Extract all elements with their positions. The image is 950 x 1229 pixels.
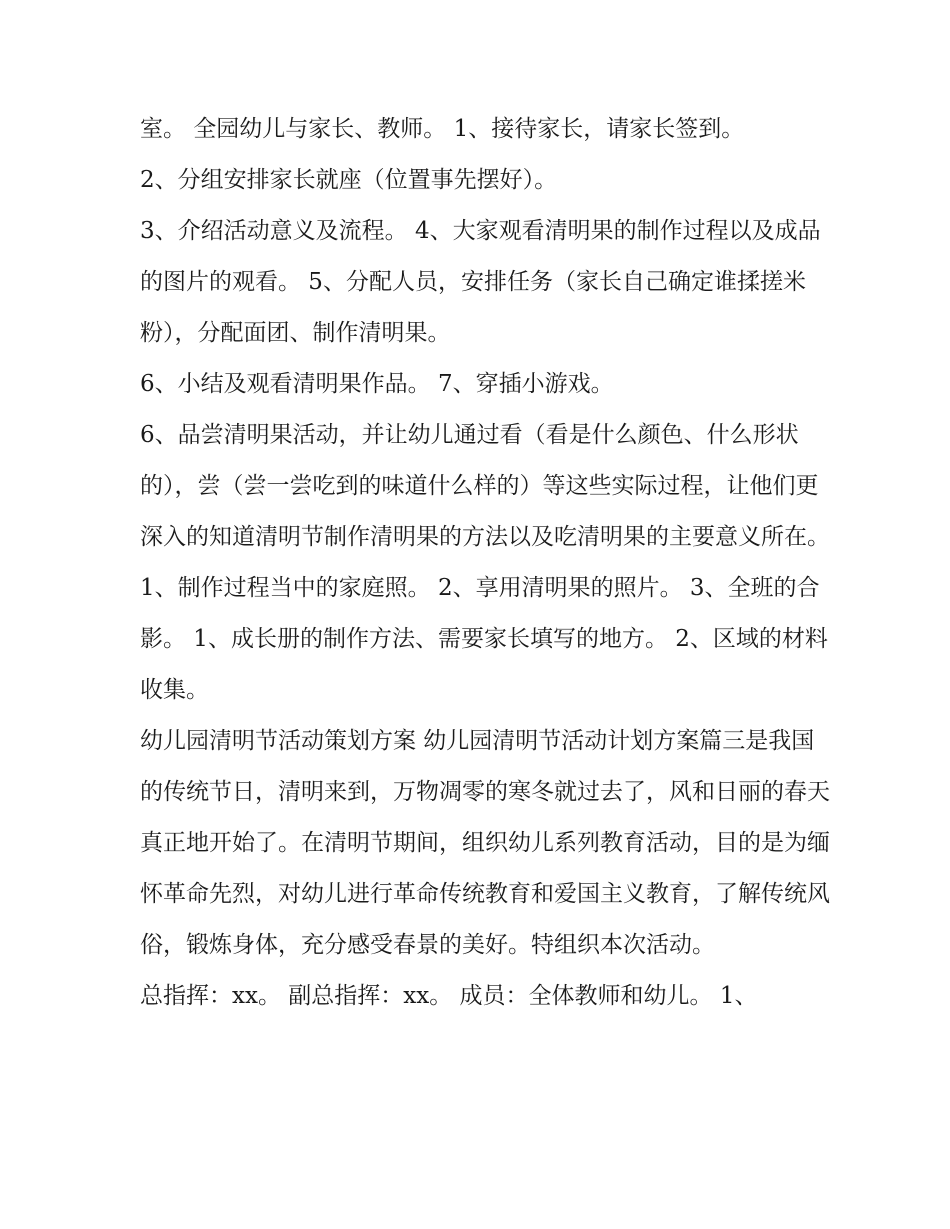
paragraph-5: 6、品尝清明果活动，并让幼儿通过看（看是什么颜色、什么形状的），尝（尝一尝吃到的味道什么样的）等这些实际过程，让他们更深入的知道清明节制作清明果的方法以及吃清明果的主要意义所在。 xyxy=(140,422,830,550)
paragraph-2: 2、分组安排家长就座（位置事先摆好）。 xyxy=(140,167,558,193)
document-body xyxy=(140,104,830,1022)
paragraph-1: 室。 全园幼儿与家长、教师。 1、接待家长，请家长签到。 xyxy=(140,116,745,142)
paragraph-6: 1、制作过程当中的家庭照。 2、享用清明果的照片。 3、全班的合影。 1、成长册的制作方法、需要家长填写的地方。 2、区域的材料收集。 xyxy=(140,575,828,703)
paragraph-8: 总指挥：xx。 副总指挥：xx。 成员：全体教师和幼儿。 1、 xyxy=(140,983,758,1009)
paragraph-7: 幼儿园清明节活动策划方案 幼儿园清明节活动计划方案篇三是我国的传统节日，清明来到，万物凋零的寒冬就过去了，风和日丽的春天真正地开始了。在清明节期间，组织幼儿系列教育活动，目的是为缅怀革命先烈，对幼儿进行革命传统教育和爱国主义教育，了解传统风俗，锻炼身体，充分感受春景的美好。特组织本次活动。 xyxy=(140,728,830,958)
paragraph-3: 3、介绍活动意义及流程。 4、大家观看清明果的制作过程以及成品的图片的观看。 5、分配人员，安排任务（家长自己确定谁揉搓米粉），分配面团、制作清明果。 xyxy=(140,218,821,346)
paragraph-4: 6、小结及观看清明果作品。 7、穿插小游戏。 xyxy=(140,371,614,397)
